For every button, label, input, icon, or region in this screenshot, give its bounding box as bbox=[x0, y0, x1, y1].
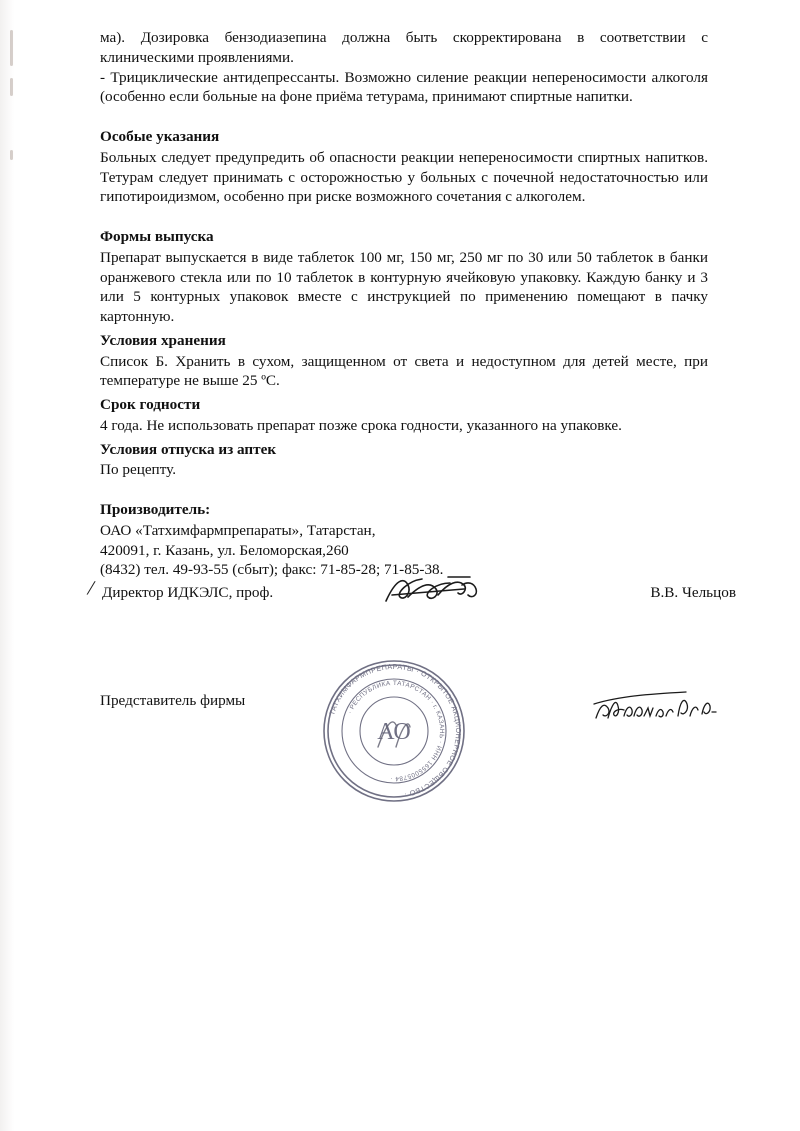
manufacturer-heading: Производитель: bbox=[100, 501, 211, 518]
document-body bbox=[100, 28, 708, 580]
section-heading-shelf-life: Срок годности bbox=[100, 396, 201, 413]
section-heading-dosage-forms: Формы выпуска bbox=[100, 228, 214, 245]
section-body-shelf-life: 4 года. Не использовать препарат позже срока годности, указанного на упаковке. bbox=[100, 416, 622, 434]
scan-edge-artifact bbox=[0, 0, 14, 1131]
director-signature-row bbox=[85, 574, 736, 615]
spacer bbox=[100, 480, 708, 500]
intro-paragraph-2: - Трициклические антидепрессанты. Возможно силение реакции непереносимости алкоголя (особенно если больные на фоне приёма тетурама, принимают спиртные напитки. bbox=[100, 68, 708, 106]
representative-label: Представитель фирмы bbox=[100, 692, 246, 709]
section-heading-dispensing: Условия отпуска из аптек bbox=[100, 440, 277, 458]
manufacturer-line-3: (8432) тел. 49-93-55 (сбыт); факс: 71-85-28; 71-85-38. bbox=[100, 561, 444, 579]
section-heading-special-instructions: Особые указания bbox=[100, 128, 220, 145]
section-body-dispensing: По рецепту. bbox=[100, 461, 176, 479]
pen-stroke-mark: / bbox=[85, 574, 97, 601]
director-name: В.В. Чельцов bbox=[650, 584, 736, 601]
director-title: Директор ИДКЭЛС, проф. bbox=[102, 584, 274, 601]
manufacturer-line-2: 420091, г. Казань, ул. Беломорская,260 bbox=[100, 541, 349, 559]
stamp-outer-text: ТАТХИМФАРМПРЕПАРАТЫ · ОТКРЫТОЕ АКЦИОНЕРНОЕ ОБЩЕСТВО · bbox=[327, 661, 464, 800]
stamp-inner-text: · РЕСПУБЛИКА ТАТАРСТАН · г. КАЗАНЬ · ИНН 1655005784 · bbox=[346, 679, 446, 783]
scan-speck bbox=[10, 78, 13, 96]
representative-handwritten-signature-icon bbox=[590, 688, 730, 732]
manufacturer-line-1: ОАО «Татхимфармпрепараты», Татарстан, bbox=[100, 521, 376, 539]
stamp-center-text: АО bbox=[377, 719, 411, 745]
section-body-storage: Список Б. Хранить в сухом, защищенном от света и недоступном для детей месте, при температуре не выше 25 ºС. bbox=[100, 352, 708, 390]
scan-speck bbox=[10, 150, 13, 160]
company-round-stamp bbox=[318, 655, 470, 807]
handwritten-signature-icon bbox=[378, 571, 488, 611]
intro-paragraph-1: ма). Дозировка бензодиазепина должна быть скорректирована в соответствии с клиническими проявлениями. bbox=[100, 29, 708, 66]
section-body-dosage-forms: Препарат выпускается в виде таблеток 100 мг, 150 мг, 250 мг по 30 или 50 таблеток в банки оранжевого стекла или по 10 таблеток в контурную ячейковую упаковку. Каждую банку и 3 или 5 контурных упаковок вместе с инструкцией по применению помещают в пачку картонную. bbox=[100, 248, 708, 325]
section-heading-storage: Условия хранения bbox=[100, 331, 226, 349]
scan-speck bbox=[10, 30, 13, 66]
section-body-special-instructions: Больных следует предупредить об опасности реакции непереносимости спиртных напитков. Тетурам следует принимать с осторожностью у больных с почечной недостаточностью или гипотироидизмом, особенно при риске возможного сочетания с алкоголем. bbox=[100, 148, 708, 206]
